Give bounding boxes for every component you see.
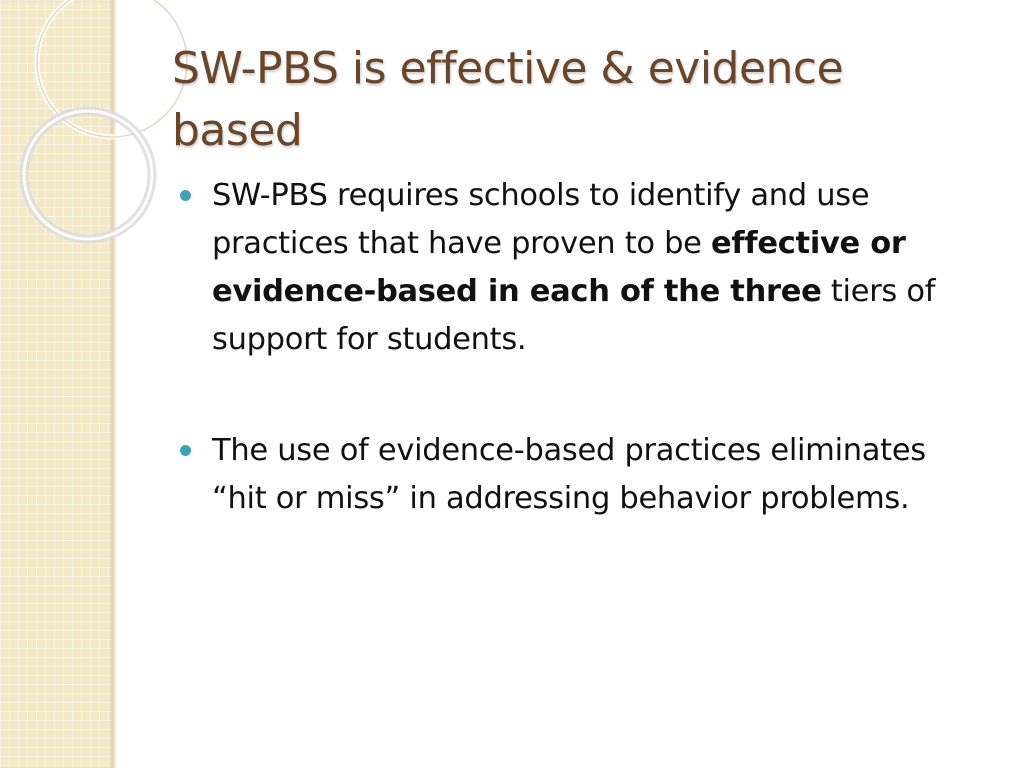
bullet-2-text: The use of evidence-based practices eliminates “hit or miss” in addressing behavior problems. (212, 433, 926, 516)
bullet-1-text-end: tiers of support for students. (212, 274, 936, 357)
bullet-1-text-bold: effective or evidence-based in each of the three (212, 226, 906, 309)
bullet-item-2 (180, 427, 980, 523)
bullet-dot-icon (180, 190, 191, 201)
bullet-list (180, 172, 980, 523)
bullet-1-text-start: SW-PBS requires schools to identify and use practices that have proven to be (212, 178, 870, 261)
decorative-rings-icon (0, 0, 200, 260)
bullet-item-1 (180, 172, 980, 364)
bullet-dot-icon (180, 445, 191, 456)
slide-title: SW-PBS is effective & evidence based (172, 43, 844, 156)
